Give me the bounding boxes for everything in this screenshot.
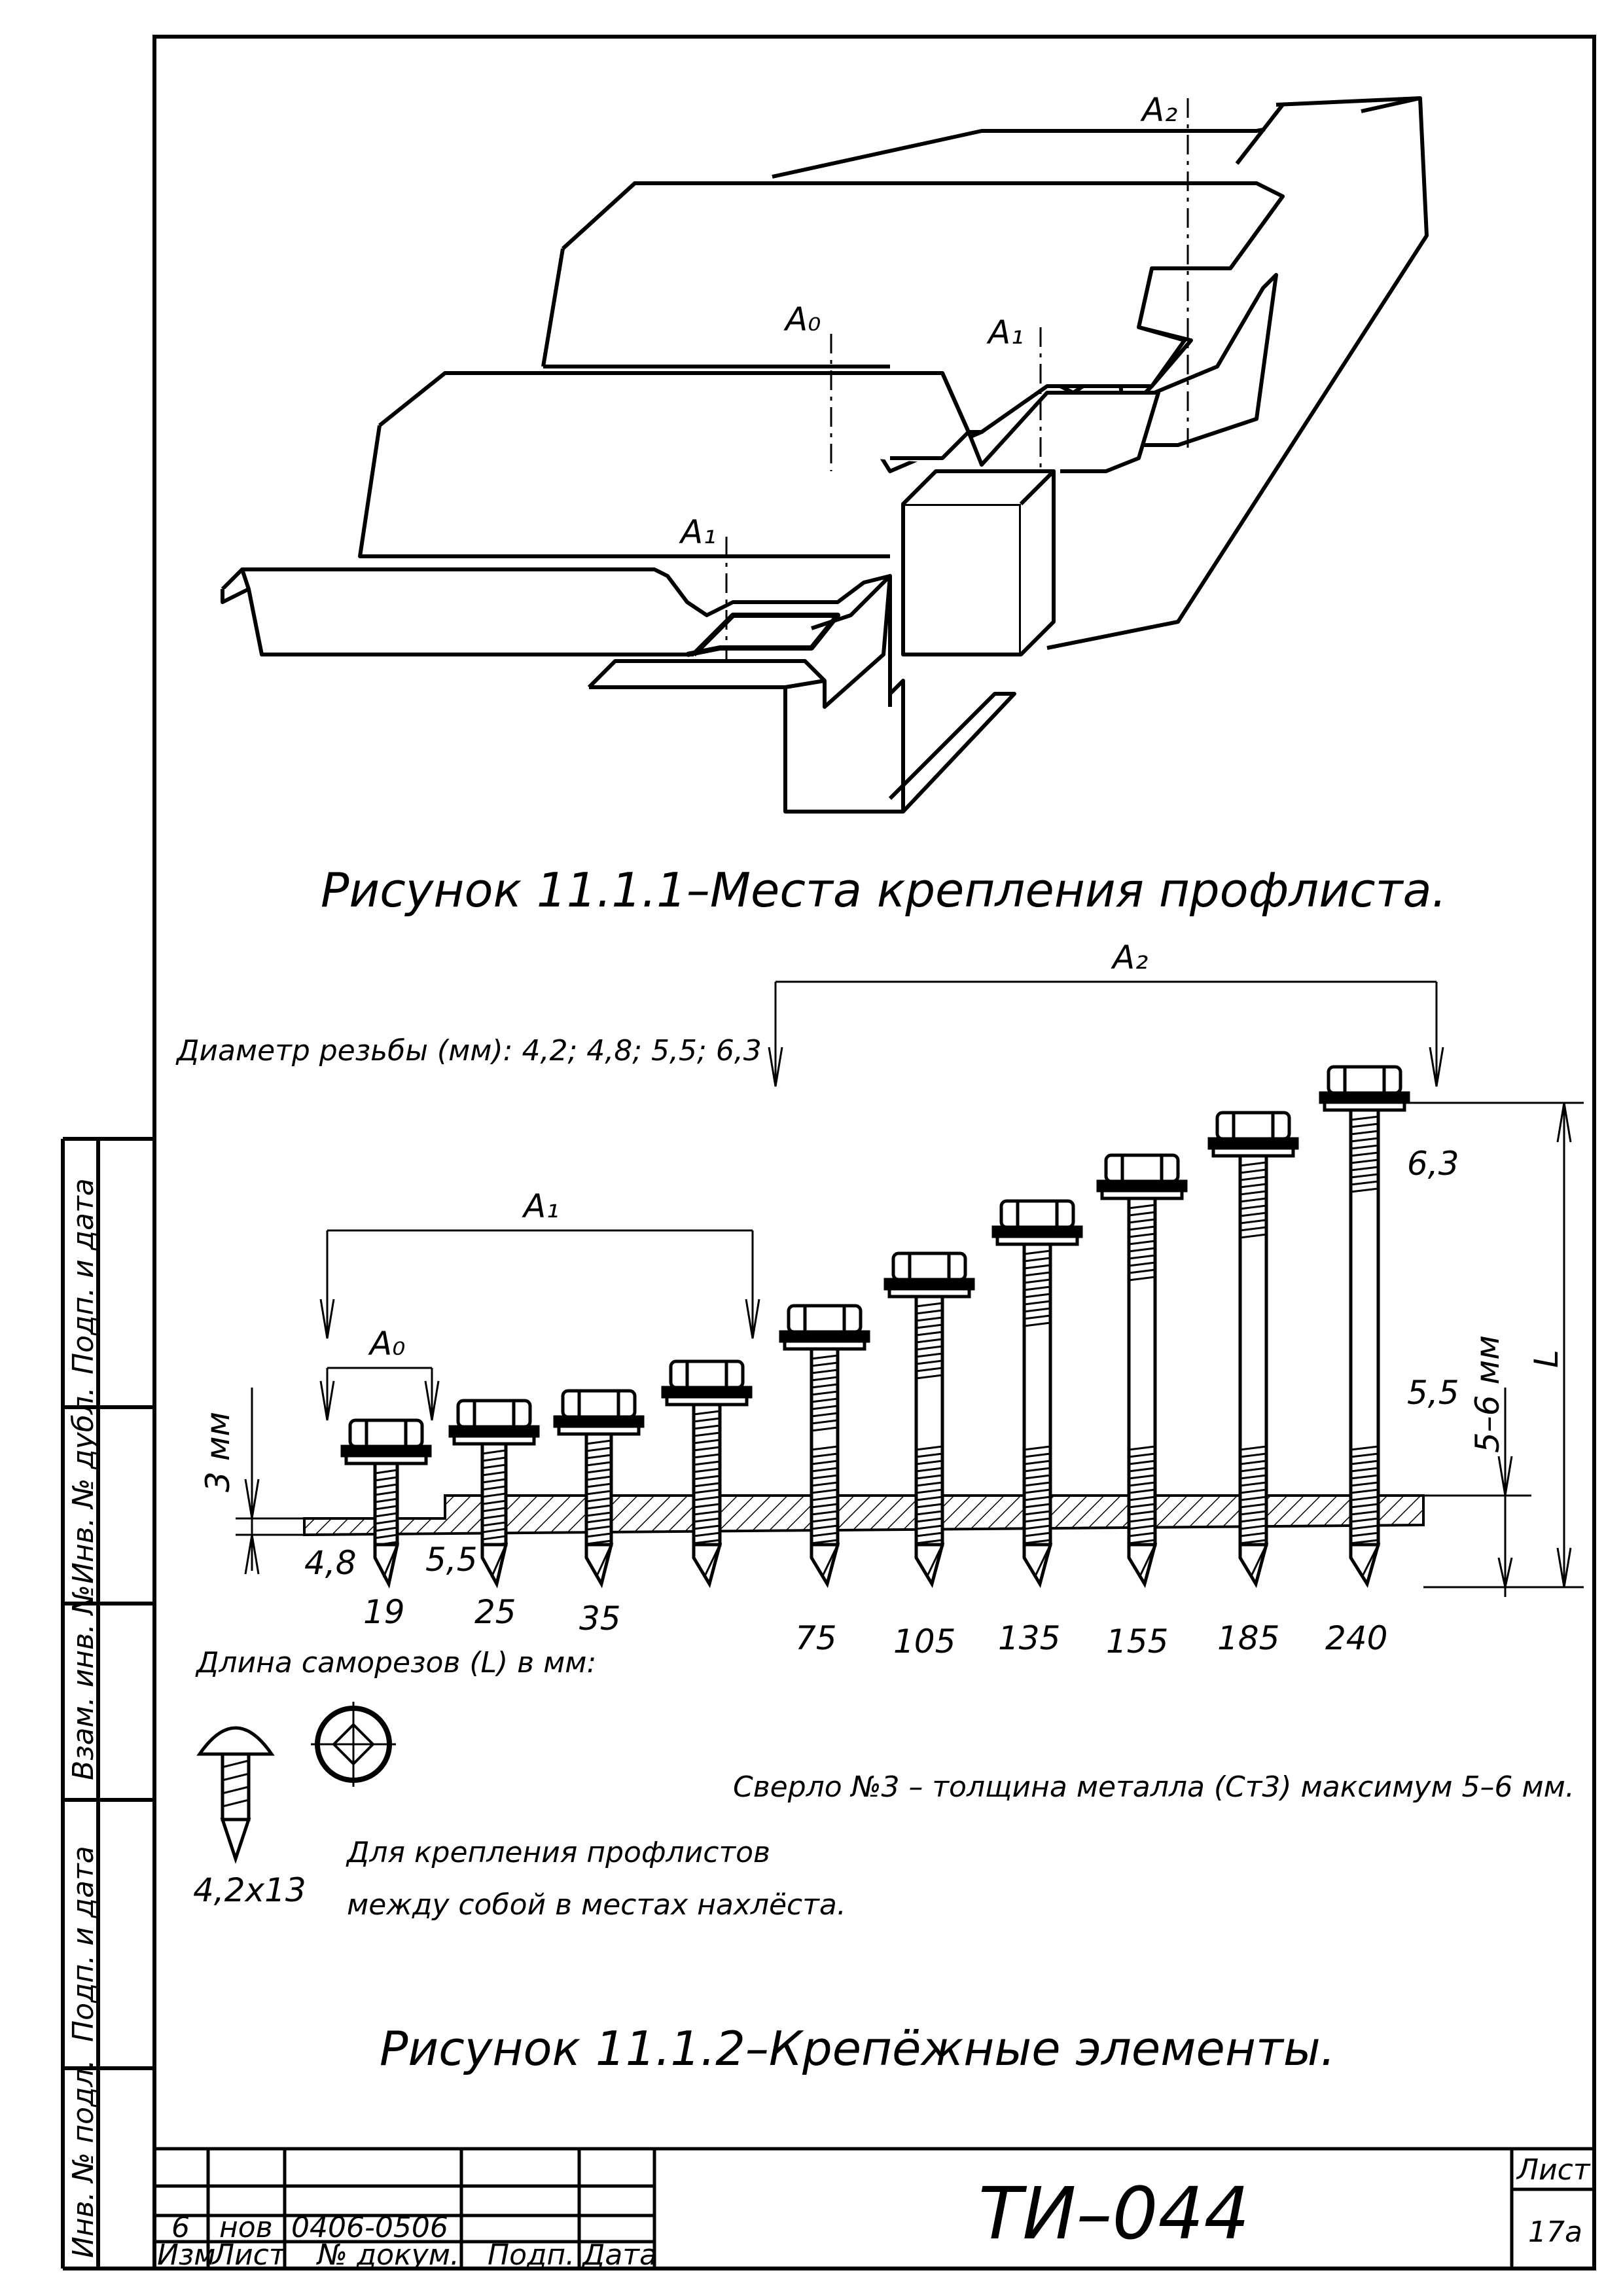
small-screw-icon	[200, 1728, 272, 1859]
header-list: Лист	[213, 2238, 286, 2272]
sheet-value: 17а	[1528, 2215, 1582, 2249]
length-35: 35	[579, 1600, 621, 1638]
label-a0-fig1: A₀	[785, 300, 821, 338]
dim-a2-label: A₂	[1113, 939, 1149, 977]
dim-diameter-4-8: 4,8	[304, 1544, 357, 1582]
dim-5-6mm: 5–6 мм	[1469, 1335, 1507, 1453]
length-105: 105	[893, 1623, 956, 1660]
length-240: 240	[1325, 1619, 1388, 1657]
screw-3	[555, 1391, 643, 1584]
side-cell-replacement-inventory: Взам. инв. №	[67, 1585, 100, 1780]
side-cell-original-inventory: Инв. № подл.	[67, 2059, 100, 2258]
length-25: 25	[474, 1593, 516, 1631]
small-screw-label: 4,2х13	[193, 1871, 306, 1909]
dim-diameter-5-5-right: 5,5	[1407, 1374, 1459, 1412]
rev-doc: 0406-0506	[291, 2211, 448, 2244]
header-podp: Подп.	[488, 2238, 575, 2272]
length-note: Длина саморезов (L) в мм:	[196, 1646, 597, 1679]
phillips-head-icon	[311, 1702, 396, 1787]
figure1-caption: Рисунок 11.1.1–Места крепления профлиста.	[321, 863, 1447, 918]
drill-note: Сверло №3 – толщина металла (Ст3) максимум 5–6 мм.	[733, 1770, 1575, 1804]
side-cell-dup-inventory: Инв. № дубл.	[67, 1386, 100, 1584]
document-number: ТИ–044	[978, 2172, 1250, 2255]
length-19: 19	[363, 1593, 405, 1631]
header-data: Дата	[582, 2238, 657, 2272]
dimension-a1	[321, 1230, 759, 1338]
screw-4	[663, 1361, 751, 1584]
dim-3mm: 3 мм	[199, 1411, 237, 1492]
length-135: 135	[998, 1619, 1061, 1657]
label-a1-upper-fig1: A₁	[988, 314, 1024, 351]
length-185: 185	[1217, 1619, 1280, 1657]
purpose-line-1: Для крепления профлистов	[347, 1836, 770, 1869]
screw-5	[781, 1306, 868, 1584]
side-cell-signature-date-1: Подп. и дата	[67, 1178, 100, 1374]
screw-6	[885, 1253, 973, 1584]
dimension-a0	[321, 1368, 438, 1420]
figure2-caption: Рисунок 11.1.2–Крепёжные элементы.	[380, 2021, 1336, 2076]
length-75: 75	[795, 1619, 837, 1657]
thread-diameter-note: Диаметр резьбы (мм): 4,2; 4,8; 5,5; 6,3	[177, 1034, 762, 1067]
header-izm: Изм	[157, 2238, 216, 2272]
dim-a1-label: A₁	[524, 1187, 560, 1225]
profile-sheets-illustration	[223, 98, 1427, 812]
length-155: 155	[1106, 1623, 1169, 1660]
header-doc: № докум.	[317, 2238, 459, 2272]
rev-list: нов	[219, 2211, 273, 2244]
label-a1-lower-fig1: A₁	[681, 513, 717, 551]
side-cell-signature-date-2: Подп. и дата	[67, 1846, 100, 2042]
dim-a0-label: A₀	[370, 1325, 406, 1363]
dim-diameter-5-5-left: 5,5	[425, 1541, 478, 1579]
rev-izm: 6	[171, 2211, 190, 2244]
dim-L: L	[1527, 1350, 1565, 1368]
label-a2-fig1: A₂	[1142, 91, 1178, 129]
dim-diameter-6-3: 6,3	[1407, 1145, 1459, 1183]
sheet-label: Лист	[1517, 2153, 1590, 2187]
purpose-line-2: между собой в местах нахлёста.	[347, 1888, 846, 1922]
